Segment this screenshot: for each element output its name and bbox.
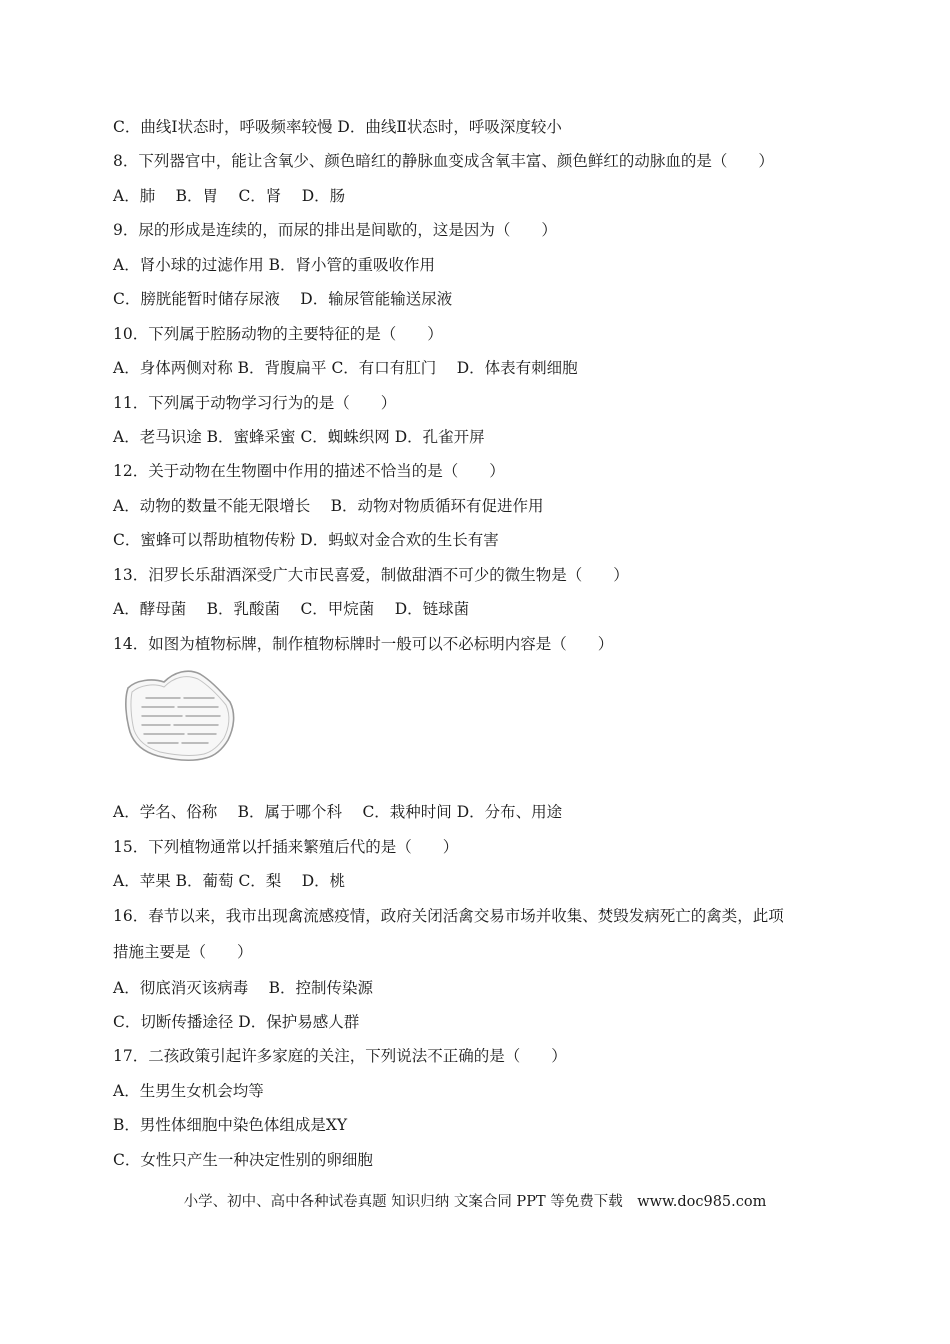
question-9: 9．尿的形成是连续的，而尿的排出是间歇的，这是因为（ ） xyxy=(113,221,557,239)
options-9-ab: A．肾小球的过滤作用 B．肾小管的重吸收作用 xyxy=(113,256,436,274)
options-8: A．肺 B．胃 C．肾 D．肠 xyxy=(113,187,346,205)
options-16-cd: C．切断传播途径 D．保护易感人群 xyxy=(113,1013,360,1031)
options-9-cd: C．膀胱能暂时储存尿液 D．输尿管能输送尿液 xyxy=(113,290,453,308)
option-17-b: B．男性体细胞中染色体组成是XY xyxy=(113,1116,348,1134)
question-12: 12．关于动物在生物圈中作用的描述不恰当的是（ ） xyxy=(113,462,505,480)
option-17-a: A．生男生女机会均等 xyxy=(113,1082,264,1100)
options-12-cd: C．蜜蜂可以帮助植物传粉 D．蚂蚁对金合欢的生长有害 xyxy=(113,531,499,549)
question-13: 13．汨罗长乐甜酒深受广大市民喜爱，制做甜酒不可少的微生物是（ ） xyxy=(113,566,629,584)
question-17: 17．二孩政策引起许多家庭的关注，下列说法不正确的是（ ） xyxy=(113,1047,567,1065)
text-line: C．曲线Ⅰ状态时，呼吸频率较慢 D．曲线Ⅱ状态时，呼吸深度较小 xyxy=(113,118,562,136)
question-8: 8．下列器官中，能让含氧少、颜色暗红的静脉血变成含氧丰富、颜色鲜红的动脉血的是（ ） xyxy=(113,152,774,170)
page-footer: 小学、初中、高中各种试卷真题 知识归纳 文案合同 PPT 等免费下载 www.doc985.com xyxy=(183,1194,767,1210)
options-10: A．身体两侧对称 B．背腹扁平 C．有口有肛门 D．体表有刺细胞 xyxy=(113,359,578,377)
options-13: A．酵母菌 B．乳酸菌 C．甲烷菌 D．链球菌 xyxy=(113,600,470,618)
plant-tag-image xyxy=(122,668,240,762)
options-15: A．苹果 B．葡萄 C．梨 D．桃 xyxy=(113,872,346,890)
question-11: 11．下列属于动物学习行为的是（ ） xyxy=(113,394,397,412)
options-12-ab: A．动物的数量不能无限增长 B．动物对物质循环有促进作用 xyxy=(113,497,544,515)
options-14: A．学名、俗称 B．属于哪个科 C．栽种时间 D．分布、用途 xyxy=(113,803,563,821)
question-16-line-1: 16．春节以来，我市出现禽流感疫情，政府关闭活禽交易市场并收集、焚毁发病死亡的禽类，此项 xyxy=(113,907,784,925)
question-15: 15．下列植物通常以扦插来繁殖后代的是（ ） xyxy=(113,838,459,856)
options-16-ab: A．彻底消灭该病毒 B．控制传染源 xyxy=(113,979,374,997)
question-10: 10．下列属于腔肠动物的主要特征的是（ ） xyxy=(113,325,443,343)
question-14: 14．如图为植物标牌，制作植物标牌时一般可以不必标明内容是（ ） xyxy=(113,635,614,653)
option-17-c: C．女性只产生一种决定性别的卵细胞 xyxy=(113,1151,373,1169)
question-16-line-2: 措施主要是（ ） xyxy=(113,943,253,961)
options-11: A．老马识途 B．蜜蜂采蜜 C．蜘蛛织网 D．孔雀开屏 xyxy=(113,428,485,446)
